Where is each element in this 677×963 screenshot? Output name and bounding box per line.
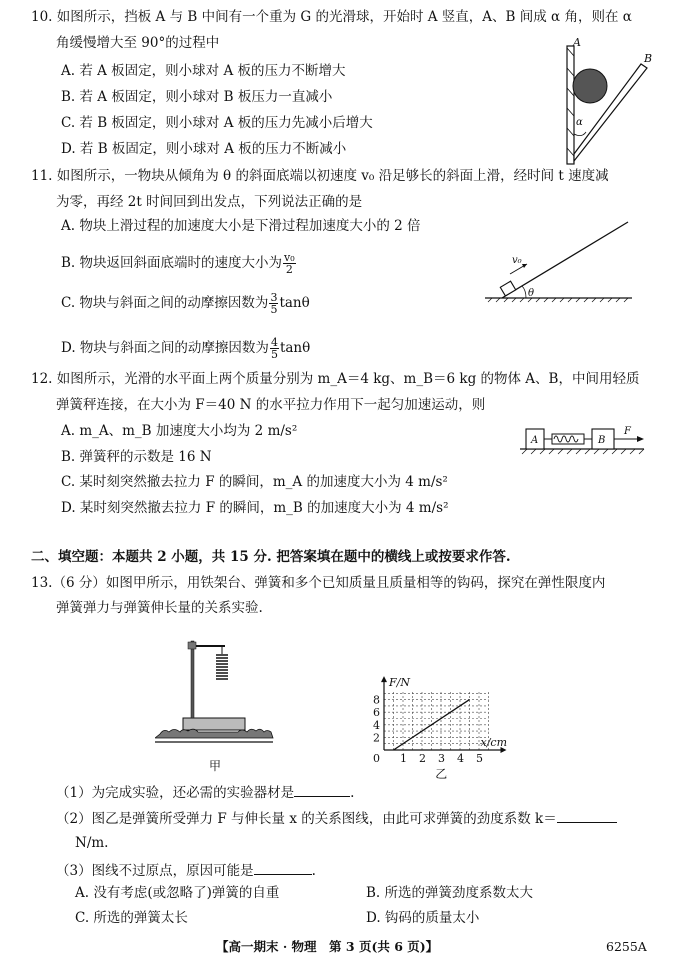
stand-base — [183, 718, 245, 730]
q13-choice-d: D. 钩码的质量太小 — [366, 910, 480, 926]
ball — [573, 69, 607, 103]
label-block-b: B — [598, 435, 606, 446]
x-tick-label: 1 — [400, 752, 407, 765]
q13-sub2-text: （2）图乙是弹簧所受弹力 F 与伸长量 x 的关系图线，由此可求弹簧的劲度系数 k＝ — [56, 811, 557, 827]
fraction-denominator: 5 — [270, 303, 278, 316]
fraction-numerator: 4 — [270, 336, 278, 349]
q11-option-a: A. 物块上滑过程的加速度大小是下滑过程加速度大小的 2 倍 — [61, 218, 421, 234]
label-alpha: α — [576, 117, 583, 128]
q10-option-d: D. 若 B 板固定，则小球对 A 板的压力不断减小 — [61, 141, 347, 157]
q12-stem-line1: 12. 如图所示，光滑的水平面上两个质量分别为 m_A＝4 kg、m_B＝6 kg 的物体 A、B，中间用轻质 — [31, 371, 640, 387]
fraction-denominator: 2 — [285, 263, 293, 276]
fraction-denominator: 5 — [270, 348, 278, 361]
x-tick-label: 2 — [419, 752, 426, 765]
x-axis-label: x/cm — [480, 736, 508, 749]
q11-option-d-fraction — [270, 337, 279, 360]
y-tick-label: 4 — [373, 718, 380, 732]
paper-code: 6255A — [606, 939, 647, 954]
q11-option-c — [61, 292, 310, 315]
q13-choice-c: C. 所选的弹簧太长 — [75, 910, 188, 926]
q10-stem-line1: 10. 如图所示，挡板 A 与 B 中间有一个重为 G 的光滑球，开始时 A 竖直，A、B 间成 α 角，则在 α — [31, 9, 632, 25]
q11-option-b-text: B. 物块返回斜面底端时的速度大小为 — [61, 255, 283, 271]
q13-sub2-unit: N/m. — [75, 835, 109, 851]
q11-option-c-fraction — [269, 292, 278, 315]
label-theta: θ — [528, 288, 535, 299]
q13-sub1-suffix: . — [350, 785, 355, 801]
q12-option-b: B. 弹簧秤的示数是 16 N — [61, 449, 212, 465]
fig2-caption: 乙 — [435, 767, 448, 780]
y-axis-arrow — [381, 676, 387, 682]
q12-option-d: D. 某时刻突然撤去拉力 F 的瞬间，m_B 的加速度大小为 4 m/s² — [61, 500, 449, 516]
q13-force-extension-chart — [360, 624, 530, 780]
q13-sub1-answer-blank[interactable] — [294, 782, 350, 797]
q13-choice-a: A. 没有考虑(或忽略了)弹簧的自重 — [75, 885, 280, 901]
q10-plates-figure — [555, 34, 665, 166]
q11-stem-line1: 11. 如图所示，一物块从倾角为 θ 的斜面底端以初速度 v₀ 沿足够长的斜面上滑，经时间 t 速度减 — [31, 168, 609, 184]
x-tick-label: 3 — [438, 752, 445, 765]
q13-sub2-answer-blank[interactable] — [557, 808, 617, 823]
y-tick-label: 8 — [373, 693, 380, 707]
plate-a — [567, 46, 574, 164]
chart-grid — [384, 690, 489, 750]
q13-stand-figure — [155, 630, 280, 776]
q11-option-d-text: D. 物块与斜面之间的动摩擦因数为 — [61, 340, 269, 356]
block — [500, 281, 515, 296]
q10-option-c: C. 若 B 板固定，则小球对 A 板的压力先减小后增大 — [61, 115, 373, 131]
label-a: A — [573, 36, 581, 49]
spring-scale — [552, 434, 584, 444]
q11-option-c-text: C. 物块与斜面之间的动摩擦因数为 — [61, 295, 269, 311]
y-axis-label: F/N — [389, 676, 410, 690]
fig1-caption: 甲 — [209, 759, 222, 773]
x-tick-label: 5 — [476, 752, 483, 765]
label-force: F — [624, 426, 631, 437]
weights-pile — [155, 729, 273, 738]
q12-option-a: A. m_A、m_B 加速度大小均为 2 m/s² — [61, 423, 298, 439]
q11-option-d — [61, 337, 310, 360]
q11-option-c-suffix: tanθ — [279, 295, 310, 311]
q11-option-b — [61, 252, 297, 275]
fraction-numerator: 3 — [270, 291, 278, 304]
q11-option-b-fraction — [283, 252, 296, 275]
section2-heading: 二、填空题：本题共 2 小题，共 15 分. 把答案填在题中的横线上或按要求作答. — [31, 549, 511, 565]
x-tick-label: 4 — [457, 752, 464, 765]
q10-stem-line2: 角缓慢增大至 90°的过程中 — [56, 35, 220, 51]
q12-option-c: C. 某时刻突然撤去拉力 F 的瞬间，m_A 的加速度大小为 4 m/s² — [61, 474, 448, 490]
q11-incline-figure — [480, 216, 660, 308]
y-tick-label: 2 — [373, 731, 380, 745]
spring — [216, 655, 228, 679]
q13-sub1 — [56, 782, 354, 802]
q12-stem-line2: 弹簧秤连接，在大小为 F＝40 N 的水平拉力作用下一起匀加速运动，则 — [56, 397, 486, 413]
fraction-numerator: v₀ — [284, 251, 295, 264]
q13-stem-line2: 弹簧弹力与弹簧伸长量的关系实验. — [56, 600, 263, 616]
q11-option-d-suffix: tanθ — [279, 340, 311, 356]
stand-pole — [191, 641, 194, 718]
label-block-a: A — [531, 435, 539, 446]
q10-option-a: A. 若 A 板固定，则小球对 A 板的压力不断增大 — [61, 63, 346, 79]
q13-sub3-text: （3）图线不过原点，原因可能是 — [56, 863, 254, 879]
q13-sub3-suffix: . — [311, 863, 316, 879]
label-b: B — [644, 52, 653, 65]
label-v0: v₀ — [512, 255, 522, 266]
origin-label: 0 — [373, 752, 380, 765]
q13-sub3 — [56, 860, 316, 880]
q12-blocks-figure — [518, 420, 658, 458]
q13-sub2 — [56, 808, 617, 828]
q13-choice-b: B. 所选的弹簧劲度系数太大 — [366, 885, 534, 901]
q13-sub1-text: （1）为完成实验，还必需的实验器材是 — [56, 785, 295, 801]
page-footer: 【高一期末 · 物理 第 3 页(共 6 页)】 — [216, 939, 439, 954]
q10-option-b: B. 若 A 板固定，则小球对 B 板压力一直减小 — [61, 89, 333, 105]
q13-stem-line1: 13.（6 分）如图甲所示，用铁架台、弹簧和多个已知质量且质量相等的钩码，探究在弹性限度内 — [31, 575, 606, 591]
y-tick-label: 6 — [373, 706, 380, 720]
q11-stem-line2: 为零，再经 2t 时间回到出发点，下列说法正确的是 — [56, 194, 363, 210]
q13-sub3-answer-blank[interactable] — [254, 860, 312, 875]
